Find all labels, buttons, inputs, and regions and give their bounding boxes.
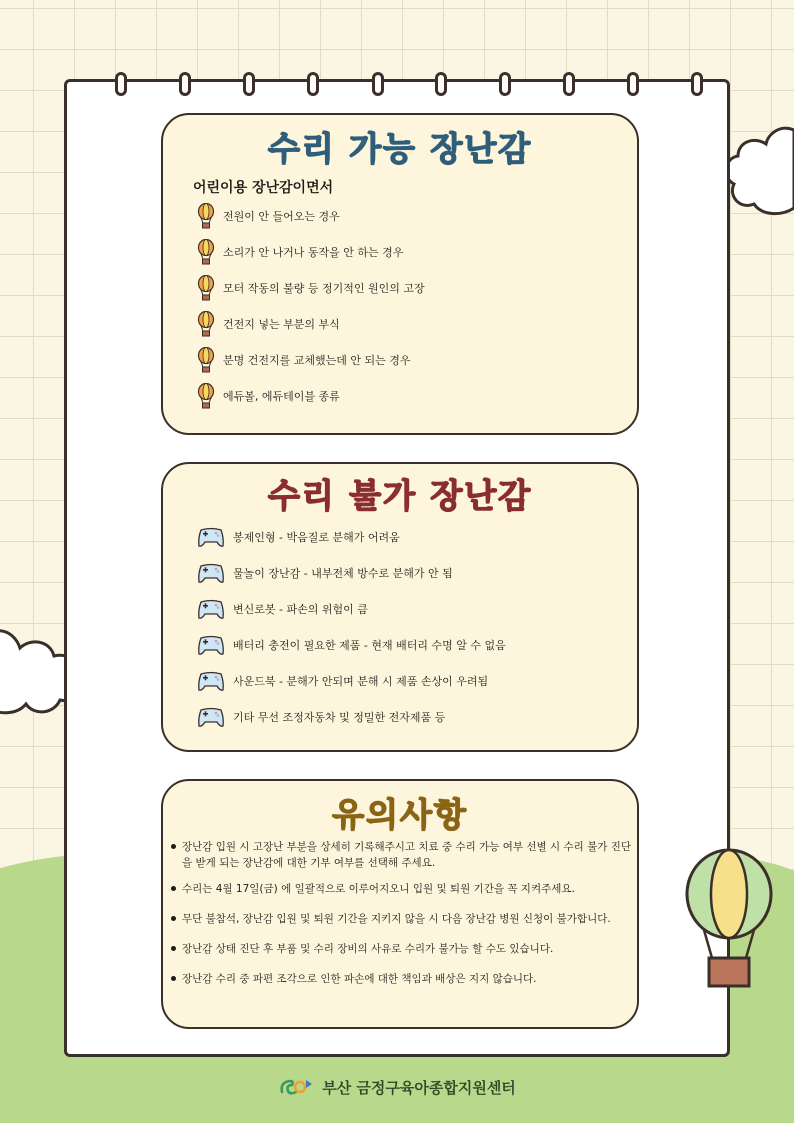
list-item (197, 203, 340, 229)
bullet-icon (171, 976, 176, 981)
bullet-icon (171, 916, 176, 921)
binder-ring (499, 72, 511, 96)
binder-ring (115, 72, 127, 96)
list-item (197, 634, 506, 656)
note-item (168, 941, 640, 957)
note-item (168, 839, 640, 871)
list-item-text: 변신로봇 - 파손의 위험이 큼 (233, 603, 368, 616)
game-controller-icon (197, 598, 225, 620)
note-text: 수리는 4월 17일(금) 에 일괄적으로 이루어지오니 입원 및 퇴원 기간을 꼭 지켜주세요. (182, 883, 575, 895)
note-text: 장난감 입원 시 고장난 부분을 상세히 기록해주시고 치료 중 수리 가능 여부 선별 시 수리 불가 진단을 받게 되는 장난감에 대한 기부 여부를 선택해 주세요. (182, 841, 631, 869)
hot-air-balloon-icon (197, 347, 215, 373)
list-item-text: 모터 작동의 불량 등 정기적인 원인의 고장 (223, 282, 425, 295)
hot-air-balloon-icon (197, 275, 215, 301)
unrepairable-title: 수리 불가 장난감 (267, 476, 533, 515)
note-text: 장난감 수리 중 파편 조각으로 인한 파손에 대한 책임과 배상은 지지 않습니다. (182, 973, 537, 985)
list-item (197, 526, 400, 548)
binder-ring (435, 72, 447, 96)
footer (0, 1076, 794, 1098)
hot-air-balloon-icon (197, 239, 215, 265)
note-text: 장난감 상태 진단 후 부품 및 수리 장비의 사유로 수리가 불가능 할 수도 있습니다. (182, 943, 554, 955)
binder-ring (243, 72, 255, 96)
game-controller-icon (197, 634, 225, 656)
list-item-text: 봉제인형 - 박음질로 분해가 어려움 (233, 531, 400, 544)
hot-air-balloon-icon (684, 846, 776, 992)
list-item (197, 239, 403, 265)
list-item (197, 347, 411, 373)
notes-card (161, 779, 639, 1029)
list-item-text: 소리가 안 나거나 동작을 안 하는 경우 (223, 246, 404, 259)
repairable-subheading: 어린이용 장난감이면서 (193, 180, 334, 196)
list-item-text: 물놀이 장난감 - 내부전체 방수로 분해가 안 됨 (233, 567, 453, 580)
note-item (168, 881, 640, 897)
binder-ring (627, 72, 639, 96)
bullet-icon (171, 886, 176, 891)
list-item-text: 에듀볼, 에듀테이블 종류 (223, 390, 340, 403)
unrepairable-card (161, 462, 639, 752)
hot-air-balloon-icon (197, 311, 215, 337)
game-controller-icon (197, 670, 225, 692)
hot-air-balloon-icon (197, 383, 215, 409)
cloud-right-icon (722, 120, 794, 220)
note-item (168, 971, 640, 987)
list-item (197, 706, 445, 728)
game-controller-icon (197, 706, 225, 728)
note-text: 무단 불참석, 장난감 입원 및 퇴원 기간을 지키지 않을 시 다음 장난감 병원 신청이 불가합니다. (182, 913, 611, 925)
list-item (197, 670, 488, 692)
notebook-panel (64, 79, 730, 1057)
center-logo-icon (278, 1076, 316, 1098)
binder-ring (307, 72, 319, 96)
binder-ring (563, 72, 575, 96)
list-item-text: 기타 무선 조정자동차 및 정밀한 전자제품 등 (233, 711, 446, 724)
list-item (197, 311, 340, 337)
game-controller-icon (197, 562, 225, 584)
list-item (197, 275, 425, 301)
list-item (197, 598, 368, 620)
bullet-icon (171, 844, 176, 849)
list-item (197, 562, 453, 584)
list-item-text: 건전지 넣는 부분의 부식 (223, 318, 340, 331)
org-name: 부산 금정구육아종합지원센터 (322, 1078, 516, 1097)
list-item-text: 전원이 안 들어오는 경우 (223, 210, 340, 223)
list-item-text: 배터리 충전이 필요한 제품 - 현재 배터리 수명 알 수 없음 (233, 639, 506, 652)
repairable-card (161, 113, 639, 435)
binder-ring (372, 72, 384, 96)
bullet-icon (171, 946, 176, 951)
binder-ring (691, 72, 703, 96)
hot-air-balloon-icon (197, 203, 215, 229)
note-item (168, 911, 640, 927)
notes-title: 유의사항 (332, 795, 468, 834)
repairable-title: 수리 가능 장난감 (267, 129, 533, 168)
list-item (197, 383, 340, 409)
list-item-text: 분명 건전지를 교체했는데 안 되는 경우 (223, 354, 411, 367)
list-item-text: 사운드북 - 분해가 안되며 분해 시 제품 손상이 우려됨 (233, 675, 489, 688)
binder-ring (179, 72, 191, 96)
game-controller-icon (197, 526, 225, 548)
